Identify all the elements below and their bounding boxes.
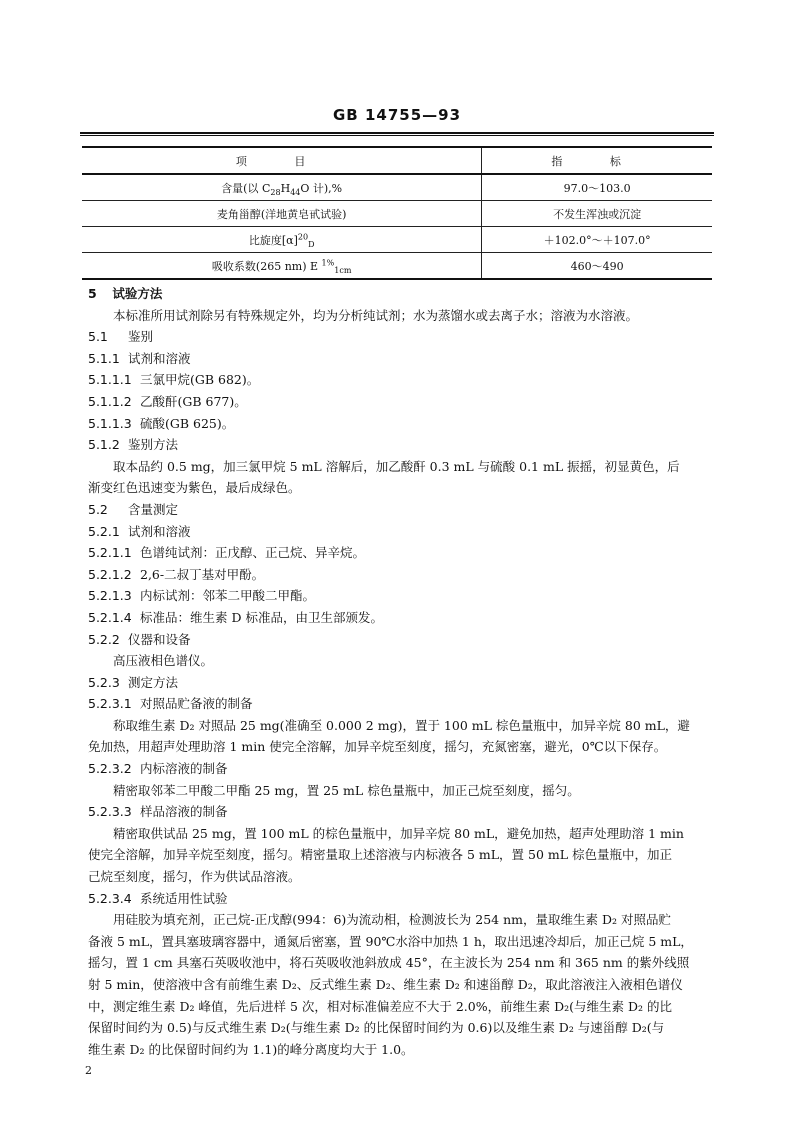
section-5-2-3-1-heading: 5.2.3.1 对照品贮备液的制备	[88, 696, 253, 712]
row-spec-rotation: ＋102.0°～＋107.0°	[482, 227, 712, 253]
specification-table	[82, 146, 712, 280]
row-spec-ergosterol: 不发生浑浊或沉淀	[482, 201, 712, 227]
paragraph-line: 己烷至刻度，摇匀，作为供试品溶液。	[88, 869, 301, 885]
paragraph-line: 中，测定维生素 D₂ 峰值，先后进样 5 次，相对标准偏差应不大于 2.0%，前维生素 D₂(与维生素 D₂ 的比	[88, 998, 672, 1014]
header-rule	[80, 132, 714, 134]
paragraph-line: 称取维生素 D₂ 对照品 25 mg(准确至 0.000 2 mg)，置于 100 mL 棕色量瓶中，加异辛烷 80 mL，避	[113, 717, 690, 733]
section-5-2-1-heading: 5.2.1 试剂和溶液	[88, 523, 191, 539]
paragraph-line: 精密取供试品 25 mg，置 100 mL 的棕色量瓶中，加异辛烷 80 mL，避免加热，超声处理助溶 1 min	[113, 825, 684, 841]
paragraph-line: 精密取邻苯二甲酸二甲酯 25 mg，置 25 mL 棕色量瓶中，加正己烷至刻度，摇匀。	[113, 782, 580, 798]
paragraph-line: 用硅胶为填充剂，正己烷-正戊醇(994：6)为流动相，检测波长为 254 nm，量取维生素 D₂ 对照品贮	[113, 912, 671, 928]
paragraph-line: 摇匀，置 1 cm 具塞石英吸收池中，将石英吸收池斜放成 45°，在主波长为 254 nm 和 365 nm 的紫外线照	[88, 955, 690, 971]
list-item: 5.2.1.4 标准品：维生素 D 标准品，由卫生部颁发。	[88, 609, 383, 625]
section-5-2-3-4-heading: 5.2.3.4 系统适用性试验	[88, 890, 228, 906]
list-item: 5.2.1.3 内标试剂：邻苯二甲酸二甲酯。	[88, 588, 316, 604]
page-number: 2	[85, 1064, 92, 1077]
paragraph-line: 高压液相色谱仪。	[113, 653, 214, 669]
row-item-absorbance: 吸收系数(265 nm) E $^{1\%}_{1cm}$	[82, 253, 482, 280]
section-5-intro: 本标准所用试剂除另有特殊规定外，均为分析纯试剂；水为蒸馏水或去离子水；溶液为水溶液。	[113, 307, 639, 323]
row-spec-absorbance: 460～490	[482, 253, 712, 280]
row-spec-content: 97.0～103.0	[482, 174, 712, 201]
paragraph-line: 保留时间约为 0.5)与反式维生素 D₂(与维生素 D₂ 的比保留时间约为 0.6)以及维生素 D₂ 与速甾醇 D₂(与	[88, 1020, 665, 1036]
table-row	[82, 253, 712, 280]
column-header-spec: 指 标	[482, 147, 712, 174]
paragraph-line: 使完全溶解，加异辛烷至刻度，摇匀。精密量取上述溶液与内标液各 5 mL，置 50 mL 棕色量瓶中，加正	[88, 847, 673, 863]
paragraph-line: 免加热，用超声处理助溶 1 min 使完全溶解，加异辛烷至刻度，摇匀，充氮密塞，避光，0℃以下保存。	[88, 739, 667, 755]
row-item-content: 含量(以 $C_{28}H_{44}O$ 计),%	[82, 174, 482, 201]
list-item: 5.2.1.1 色谱纯试剂：正戊醇、正己烷、异辛烷。	[88, 545, 366, 561]
section-5-2-3-heading: 5.2.3 测定方法	[88, 674, 179, 690]
table-row	[82, 227, 712, 253]
table-row	[82, 174, 712, 201]
section-5-1-1-heading: 5.1.1 试剂和溶液	[88, 350, 191, 366]
table-row	[82, 201, 712, 227]
column-header-item: 项 目	[82, 147, 482, 174]
paragraph-line: 备液 5 mL，置具塞玻璃容器中，通氮后密塞，置 90℃水浴中加热 1 h，取出迅速冷却后，加正己烷 5 mL，	[88, 933, 693, 949]
list-item: 5.1.1.3 硫酸(GB 625)。	[88, 415, 235, 431]
table-header-row	[82, 147, 712, 174]
document-code-header: GB 14755—93	[332, 106, 462, 124]
section-5-1-heading: 5.1 鉴别	[88, 329, 154, 345]
list-item: 5.2.1.2 2,6-二叔丁基对甲酚。	[88, 566, 265, 582]
section-5-2-heading: 5.2 含量测定	[88, 501, 179, 517]
section-5-2-3-2-heading: 5.2.3.2 内标溶液的制备	[88, 761, 228, 777]
header-rule-thin	[80, 135, 714, 136]
section-5-2-2-heading: 5.2.2 仪器和设备	[88, 631, 191, 647]
list-item: 5.1.1.2 乙酸酐(GB 677)。	[88, 393, 247, 409]
list-item: 5.1.1.1 三氯甲烷(GB 682)。	[88, 372, 260, 388]
section-5-1-2-heading: 5.1.2 鉴别方法	[88, 437, 179, 453]
paragraph-line: 渐变红色迅速变为紫色，最后成绿色。	[88, 480, 301, 496]
section-5-2-3-3-heading: 5.2.3.3 样品溶液的制备	[88, 804, 228, 820]
row-item-ergosterol: 麦角甾醇(洋地黄皂甙试验)	[82, 201, 482, 227]
section-5-heading: 5 试验方法	[88, 286, 163, 301]
paragraph-line: 维生素 D₂ 的比保留时间约为 1.1)的峰分离度均大于 1.0。	[88, 1041, 414, 1057]
row-item-rotation: 比旋度$[\alpha]^{20}_D$	[82, 227, 482, 253]
paragraph-line: 取本品约 0.5 mg，加三氯甲烷 5 mL 溶解后，加乙酸酐 0.3 mL 与硫酸 0.1 mL 振摇，初显黄色，后	[113, 458, 680, 474]
document-body	[88, 283, 700, 1060]
paragraph-line: 射 5 min，使溶液中含有前维生素 D₂、反式维生素 D₂、维生素 D₂ 和速甾醇 D₂，取此溶液注入液相色谱仪	[88, 977, 683, 992]
